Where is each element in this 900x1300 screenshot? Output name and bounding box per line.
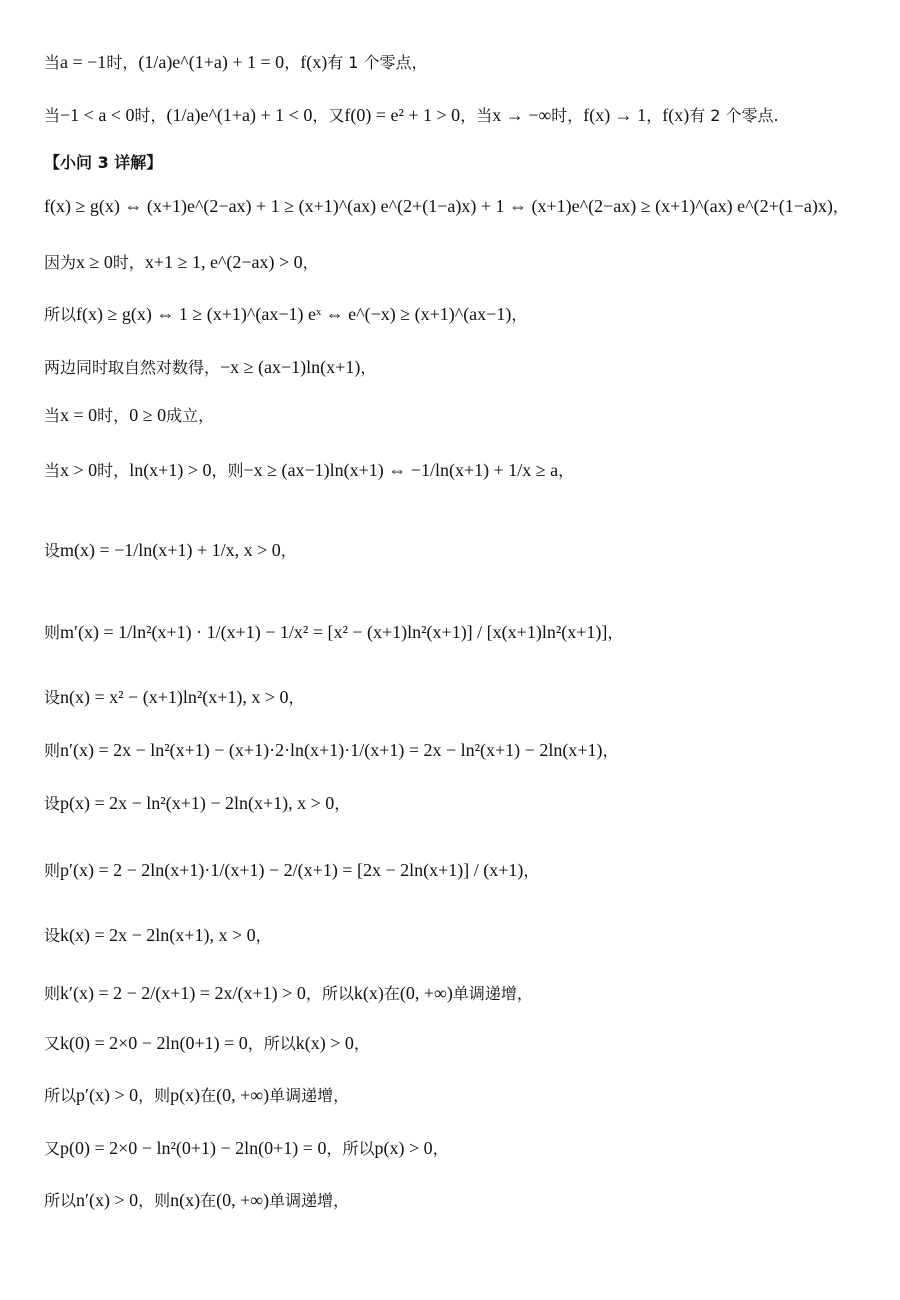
math-expression: k′(x) = 2 − 2/(x+1) = 2x/(x+1) > 0 [60, 983, 306, 1003]
line-20 [44, 1138, 880, 1160]
math-expression: f(x) [300, 52, 328, 72]
line-8 [44, 405, 880, 427]
text-segment: ， [353, 1034, 370, 1053]
line-15 [44, 860, 880, 882]
text-segment: 则 [44, 623, 61, 642]
text-segment: ， [360, 358, 377, 377]
text-segment: 有 1 个零点， [327, 53, 428, 72]
text-segment: ， [255, 926, 272, 945]
math-expression: m(x) = −1/ln(x+1) + 1/x, x > 0 [60, 540, 281, 560]
line-17 [44, 983, 880, 1005]
text-segment: ， [607, 623, 624, 642]
math-expression: x ≥ 0 [76, 252, 113, 272]
math-expression: k(0) = 2×0 − 2ln(0+1) = 0 [60, 1033, 248, 1053]
math-expression: p(x) = 2x − ln²(x+1) − 2ln(x+1), x > 0 [60, 793, 335, 813]
text-segment: 单调递增， [269, 1191, 350, 1210]
math-expression: k(x) [353, 983, 384, 1003]
line-1 [44, 52, 880, 74]
line-21 [44, 1190, 880, 1212]
math-expression: −x ≥ (ax−1)ln(x+1) ⇔ −1/ln(x+1) + 1/x ≥ a [243, 460, 559, 480]
section-title: 【小问 3 详解】 [44, 153, 163, 172]
text-segment: ， [284, 53, 301, 72]
math-expression: (0, +∞) [216, 1190, 270, 1210]
line-2 [44, 105, 880, 127]
math-expression: a = −1 [60, 52, 107, 72]
math-expression: ln(x+1) > 0 [129, 460, 212, 480]
math-expression: n(x) = x² − (x+1)ln²(x+1), x > 0 [60, 687, 289, 707]
math-expression: k(x) = 2x − 2ln(x+1), x > 0 [60, 925, 256, 945]
text-segment: 单调递增， [269, 1086, 350, 1105]
text-segment: 当 [44, 406, 61, 425]
math-expression: 0 ≥ 0 [129, 405, 167, 425]
math-expression: (0, +∞) [216, 1085, 270, 1105]
line-19 [44, 1085, 880, 1107]
text-segment: ，则 [138, 1191, 171, 1210]
text-segment: 在 [200, 1086, 217, 1105]
text-segment: ，所以 [326, 1139, 375, 1158]
text-segment: 又 [44, 1034, 61, 1053]
text-segment: 时， [97, 406, 130, 425]
line-13 [44, 740, 880, 762]
math-expression: f(x) ≥ g(x) ⇔ 1 ≥ (x+1)^(ax−1) eˣ ⇔ e^(−x) ≥ (x+1)^(ax−1) [76, 304, 512, 324]
math-expression: m′(x) = 1/ln²(x+1) · 1/(x+1) − 1/x² = [x² − (x+1)ln²(x+1)] / [x(x+1)ln²(x+1)] [60, 622, 608, 642]
math-expression: x = 0 [60, 405, 98, 425]
text-segment: ， [602, 741, 619, 760]
line-5 [44, 252, 880, 274]
math-expression: k(x) > 0 [295, 1033, 354, 1053]
math-expression: p(0) = 2×0 − ln²(0+1) − 2ln(0+1) = 0 [60, 1138, 327, 1158]
text-segment: 在 [383, 984, 400, 1003]
text-segment: 当 [44, 106, 61, 125]
text-segment: 则 [44, 861, 61, 880]
text-segment: ， [280, 541, 297, 560]
text-segment: ， [432, 1139, 449, 1158]
line-10 [44, 540, 880, 562]
line-7 [44, 357, 880, 379]
text-segment: 有 2 个零点. [689, 106, 779, 125]
line-9 [44, 460, 880, 482]
line-18 [44, 1033, 880, 1055]
math-expression: f(x) ≥ g(x) ⇔ (x+1)e^(2−ax) + 1 ≥ (x+1)^(ax) e^(2+(1−a)x) + 1 ⇔ (x+1)e^(2−ax) ≥ (x+1)^(ax) e^(2+(1−a)x) [44, 196, 833, 216]
text-segment: ，当 [460, 106, 493, 125]
text-segment: ， [523, 861, 540, 880]
math-expression: p(x) > 0 [374, 1138, 433, 1158]
math-expression: x → −∞ [492, 105, 552, 125]
text-segment: ， [511, 305, 528, 324]
text-segment: 设 [44, 794, 61, 813]
text-segment: 时， [112, 253, 145, 272]
line-6 [44, 304, 880, 326]
text-segment: 因为 [44, 253, 77, 272]
math-expression: f(0) = e² + 1 > 0 [344, 105, 461, 125]
text-segment: ， [334, 794, 351, 813]
math-expression: x > 0 [60, 460, 98, 480]
text-segment: 设 [44, 541, 61, 560]
math-expression: n(x) [170, 1190, 201, 1210]
line-4 [44, 196, 880, 218]
text-segment: 当 [44, 53, 61, 72]
text-segment: 时， [134, 106, 167, 125]
text-segment: 单调递增， [452, 984, 533, 1003]
math-expression: (1/a)e^(1+a) + 1 < 0 [166, 105, 313, 125]
text-segment: 成立， [166, 406, 215, 425]
text-segment: ，所以 [247, 1034, 296, 1053]
math-expression: (0, +∞) [399, 983, 453, 1003]
math-expression: p(x) [170, 1085, 201, 1105]
math-expression: x+1 ≥ 1, e^(2−ax) > 0 [144, 252, 303, 272]
math-expression: f(x) [662, 105, 690, 125]
text-segment: ， [832, 197, 849, 216]
section-heading [44, 153, 880, 173]
text-segment: 设 [44, 926, 61, 945]
text-segment: 时， [97, 461, 130, 480]
text-segment: 两边同时取自然对数得， [44, 358, 221, 377]
line-14 [44, 793, 880, 815]
line-16 [44, 925, 880, 947]
text-segment: 在 [200, 1191, 217, 1210]
text-segment: ， [646, 106, 663, 125]
text-segment: ，则 [138, 1086, 171, 1105]
text-segment: ， [558, 461, 575, 480]
math-expression: −x ≥ (ax−1)ln(x+1) [220, 357, 361, 377]
text-segment: 则 [44, 741, 61, 760]
line-12 [44, 687, 880, 709]
math-expression: f(x) → 1 [583, 105, 647, 125]
math-expression: (1/a)e^(1+a) + 1 = 0 [138, 52, 285, 72]
text-segment: 所以 [44, 305, 77, 324]
text-segment: 所以 [44, 1191, 77, 1210]
math-expression: n′(x) > 0 [76, 1190, 139, 1210]
text-segment: 当 [44, 461, 61, 480]
text-segment: ， [288, 688, 305, 707]
line-11 [44, 622, 880, 644]
text-segment: 时， [551, 106, 584, 125]
math-expression: n′(x) = 2x − ln²(x+1) − (x+1)·2·ln(x+1)·1/(x+1) = 2x − ln²(x+1) − 2ln(x+1) [60, 740, 603, 760]
text-segment: 时， [106, 53, 139, 72]
math-expression: p′(x) = 2 − 2ln(x+1)·1/(x+1) − 2/(x+1) = [2x − 2ln(x+1)] / (x+1) [60, 860, 524, 880]
text-segment: 设 [44, 688, 61, 707]
text-segment: ，又 [312, 106, 345, 125]
text-segment: ，所以 [305, 984, 354, 1003]
math-expression: p′(x) > 0 [76, 1085, 139, 1105]
text-segment: ， [302, 253, 319, 272]
text-segment: 又 [44, 1139, 61, 1158]
text-segment: ，则 [211, 461, 244, 480]
math-expression: −1 < a < 0 [60, 105, 135, 125]
text-segment: 所以 [44, 1086, 77, 1105]
text-segment: 则 [44, 984, 61, 1003]
